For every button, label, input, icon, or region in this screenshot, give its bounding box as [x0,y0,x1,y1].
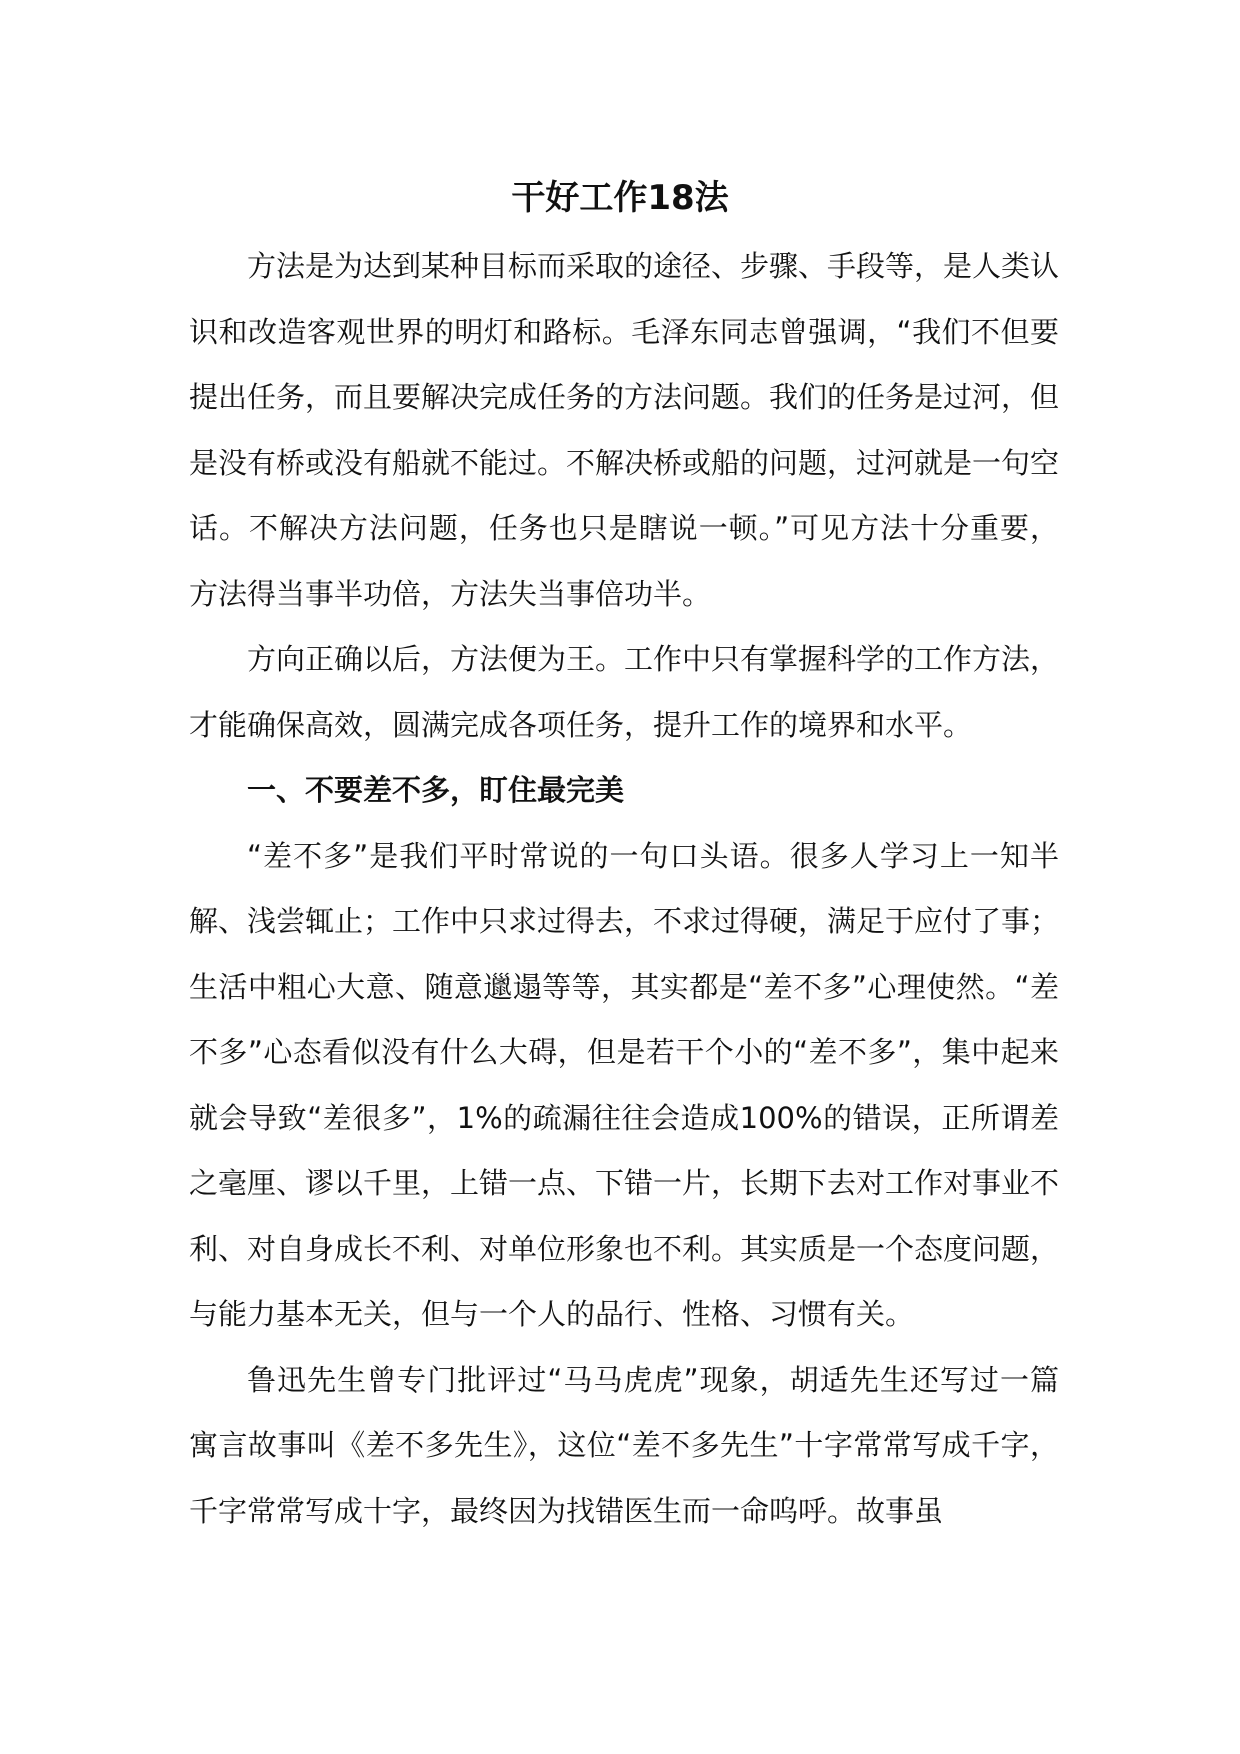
intro-paragraph-1: 方法是为达到某种目标而采取的途径、步骤、手段等，是人类认识和改造客观世界的明灯和路标。毛泽东同志曾强调，“我们不但要提出任务，而且要解决完成任务的方法问题。我们的任务是过河，但是没有桥或没有船就不能过。不解决桥或船的问题，过河就是一句空话。不解决方法问题，任务也只是瞎说一顿。”可见方法十分重要，方法得当事半功倍，方法失当事倍功半。 [189,249,1060,611]
section-1-paragraph-1: “差不多”是我们平时常说的一句口头语。很多人学习上一知半解、浅尝辄止；工作中只求过得去，不求过得硬，满足于应付了事；生活中粗心大意、随意邋遢等等，其实都是“差不多”心理使然。“差不多”心态看似没有什么大碍，但是若干个小的“差不多”，集中起来就会导致“差很多”，1%的疏漏往往会造成100%的错误，正所谓差之毫厘、谬以千里，上错一点、下错一片，长期下去对工作对事业不利、对自身成长不利、对单位形象也不利。其实质是一个态度问题，与能力基本无关，但与一个人的品行、性格、习惯有关。 [189,838,1060,1331]
document-body [189,234,1059,1544]
section-heading-1: 一、不要差不多，盯住最完美 [247,773,625,807]
section-1-paragraph-2: 鲁迅先生曾专门批评过“马马虎虎”现象，胡适先生还写过一篇寓言故事叫《差不多先生》，这位“差不多先生”十字常常写成千字，千字常常写成十字，最终因为找错医生而一命呜呼。故事虽 [189,1362,1059,1528]
intro-paragraph-2: 方向正确以后，方法便为王。工作中只有掌握科学的工作方法，才能确保高效，圆满完成各项任务，提升工作的境界和水平。 [189,642,1060,742]
document-title: 干好工作18法 [511,178,729,218]
